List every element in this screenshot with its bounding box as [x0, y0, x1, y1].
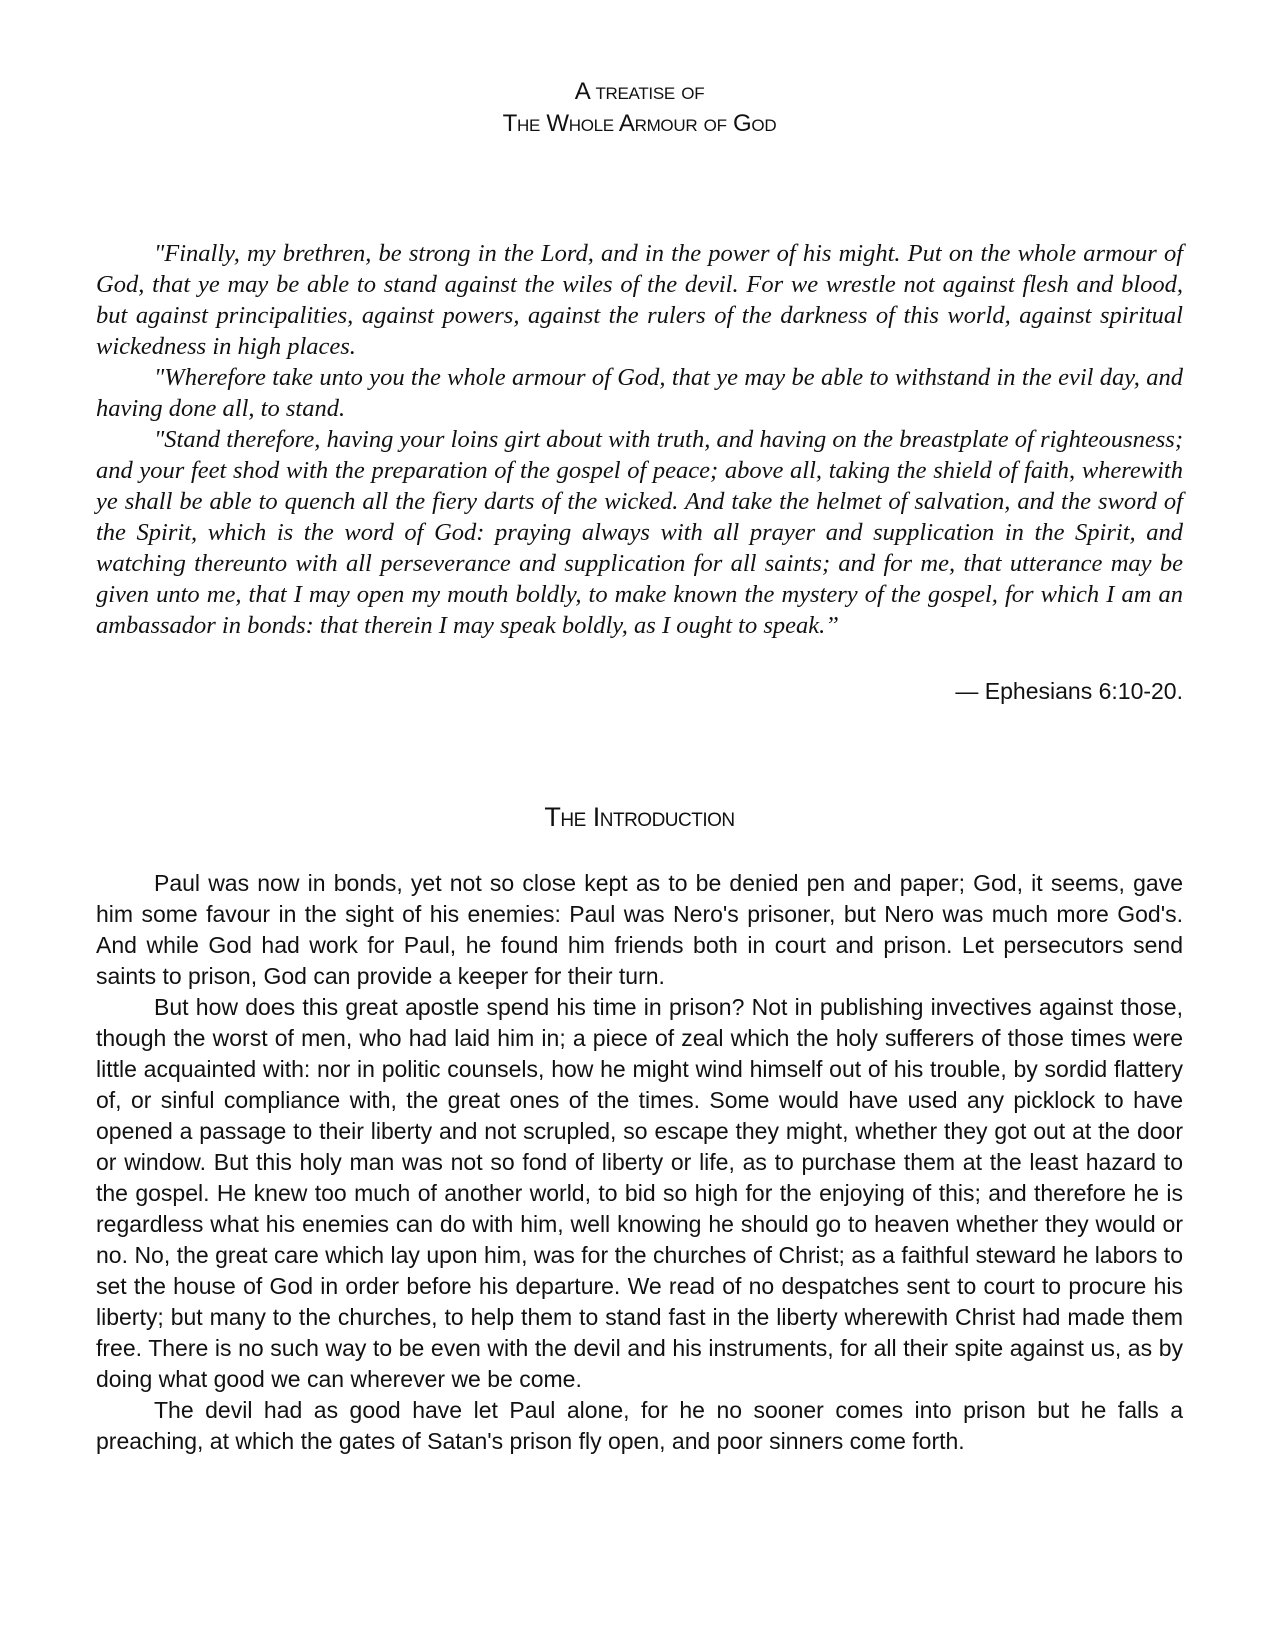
body-paragraph-3: The devil had as good have let Paul alone, for he no sooner comes into prison but he falls a preaching, at which the gates of Satan's prison fly open, and poor sinners come forth. [96, 1397, 1183, 1454]
treatise-title [96, 76, 1183, 140]
body-paragraph-2: But how does this great apostle spend his time in prison? Not in publishing invectives against those, though the worst of men, who had laid him in; a piece of zeal which the holy sufferers of those times were little acquainted with: nor in politic counsels, how he might wind himself out of his trouble, by sordid flattery of, or sinful compliance with, the great ones of the times. Some would have used any picklock to have opened a passage to their liberty and not scrupled, so escape they might, whether they got out at the door or window. But this holy man was not so fond of liberty or life, as to purchase them at the least hazard to the gospel. He knew too much of another world, to bid so high for the enjoying of this; and therefore he is regardless what his enemies can do with him, well knowing he should go to heaven whether they would or no. No, the great care which lay upon him, was for the churches of Christ; as a faithful steward he labors to set the house of God in order before his departure. We read of no despatches sent to court to procure his liberty; but many to the churches, to help them to stand fast in the liberty wherewith Christ had made them free. There is no such way to be even with the devil and his instruments, for all their spite against us, as by doing what good we can wherever we be come. [96, 994, 1183, 1392]
epigraph-paragraph-3: "Stand therefore, having your loins girt about with truth, and having on the breastplate of righteousness; and your feet shod with the preparation of the gospel of peace; above all, taking the shield of faith, wherewith ye shall be able to quench all the fiery darts of the wicked. And take the helmet of salvation, and the sword of the Spirit, which is the word of God: praying always with all prayer and supplication in the Spirit, and watching thereunto with all perseverance and supplication for all saints; and for me, that utterance may be given unto me, that I may open my mouth boldly, to make known the mystery of the gospel, for which I am an ambassador in bonds: that therein I may speak boldly, as I ought to speak.” [96, 426, 1183, 639]
epigraph-paragraph-1: "Finally, my brethren, be strong in the Lord, and in the power of his might. Put on the whole armour of God, that ye may be able to stand against the wiles of the devil. For we wrestle not against flesh and blood, but against principalities, against powers, against the rulers of the darkness of this world, against spiritual wickedness in high places. [96, 240, 1183, 360]
epigraph-quote [96, 238, 1183, 641]
epigraph-paragraph-2: "Wherefore take unto you the whole armour of God, that ye may be able to withstand in the evil day, and having done all, to stand. [96, 364, 1183, 422]
introduction-body [96, 868, 1183, 1457]
title-line-1: A treatise of [574, 78, 705, 105]
body-paragraph-1: Paul was now in bonds, yet not so close kept as to be denied pen and paper; God, it seems, gave him some favour in the sight of his enemies: Paul was Nero's prisoner, but Nero was much more God's. And while God had work for Paul, he found him friends both in court and prison. Let persecutors send saints to prison, God can provide a keeper for their turn. [96, 870, 1183, 989]
title-line-2: The Whole Armour of God [502, 110, 777, 137]
section-heading: The Introduction [544, 802, 735, 832]
scripture-citation: — Ephesians 6:10-20. [955, 678, 1183, 704]
